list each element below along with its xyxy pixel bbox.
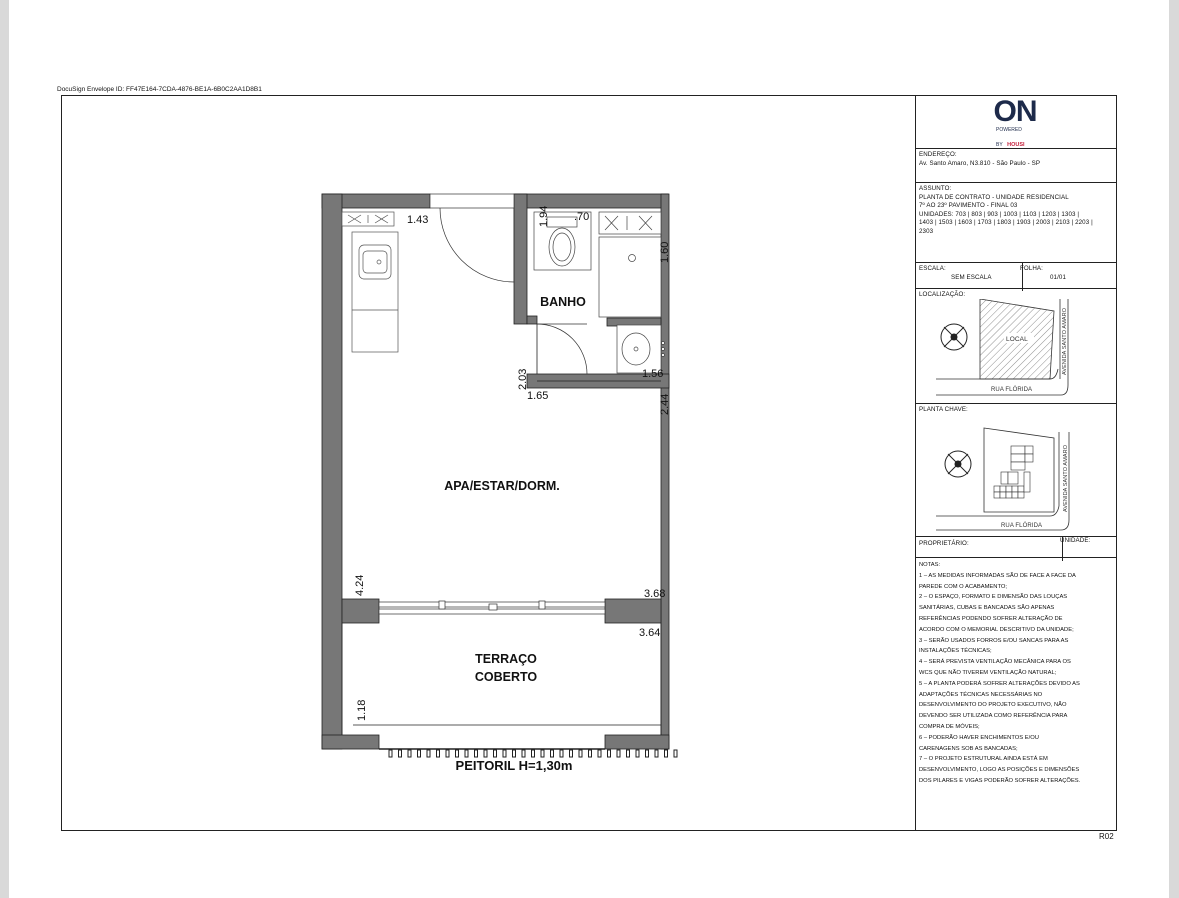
svg-text:AVENIDA SANTO AMARO: AVENIDA SANTO AMARO [1063,444,1069,512]
railing-baluster [408,750,411,757]
railing [379,749,677,757]
north-arrow-icon [941,324,967,350]
escala-folha-block: ESCALA: SEM ESCALA FOLHA: 01/01 [916,263,1117,289]
document-sheet [9,0,1169,898]
railing-baluster [570,750,573,757]
logo-block [916,95,1117,149]
endereco-block: ENDEREÇO: Av. Santo Amaro, N3.810 - São Paulo - SP [916,149,1117,183]
railing-baluster [589,750,592,757]
railing-baluster [503,750,506,757]
floor-plan [309,185,689,780]
terrace-sliding-door [379,601,605,614]
railing-baluster [446,750,449,757]
key-plan-map [916,416,1116,536]
railing-baluster [456,750,459,757]
room-banho: BANHO [540,295,586,309]
railing-baluster [617,750,620,757]
svg-text:1.43: 1.43 [407,214,429,226]
av-santo-amaro-label: AVENIDA SANTO AMARO [1062,307,1068,375]
railing-baluster [437,750,440,757]
svg-text:3.68: 3.68 [644,588,666,600]
room-terraco-2: COBERTO [474,670,538,684]
svg-text:1.94: 1.94 [538,205,550,227]
railing-baluster [389,750,392,757]
svg-text:.70: .70 [574,211,590,223]
local-text: LOCAL [1006,336,1028,343]
logo-on: ON [993,95,1037,128]
railing-baluster [560,750,563,757]
svg-text:3.64: 3.64 [639,627,661,639]
railing-baluster [475,750,478,757]
railing-baluster [418,750,421,757]
logo-sub: POWERED BY HOUSI [996,127,1025,148]
svg-text:2.44: 2.44 [659,393,671,415]
localizacao-block: LOCALIZAÇÃO: LOCAL RUA FLÓRIDA AVENIDA SANTO AMARO [916,289,1117,404]
svg-text:2.03: 2.03 [517,368,529,390]
railing-baluster [579,750,582,757]
svg-text:1.60: 1.60 [659,241,671,263]
notas-block: NOTAS: 1 – AS MEDIDAS INFORMADAS SÃO DE FACE A FACE DA PAREDE COM O ACABAMENTO; 2 – O ESPAÇO, FORMATO E DIMENSÃO DAS LOUÇAS SANITÁRIAS, CUBAS E BANCADAS SÃO APENAS REFERÊNCIAS PODENDO SOFRER ALTERAÇÃO DE ACORDO COM O MEMORIAL DESCRITIVO DA UNIDADE; 3 – SERÃO USADOS FORROS E/OU SANCAS PARA AS INSTALAÇÕES TÉCNICAS; 4 – SERÁ PREVISTA VENTILAÇÃO MECÂNICA PARA OS WCS QUE NÃO TIVEREM VENTILAÇÃO NATURAL; 5 – A PLANTA PODERÁ SOFRER ALTERAÇÕES DEVIDO AS ADAPTAÇÕES TÉCNICAS NECESSÁRIAS NO DESENVOLVIMENTO DO PROJETO EXECUTIVO, NÃO DEVENDO SER UTILIZADA COMO REFERÊNCIA PARA COMPRA DE MÓVEIS; 6 – PODERÃO HAVER ENCHIMENTOS E/OU CARENAGENS SOB AS BANCADAS; 7 – O PROJETO ESTRUTURAL AINDA ESTÁ EM DESENVOLVIMENTO, LOGO AS POSIÇÕES E DIMENSÕES DOS PILARES E VIGAS PODERÃO SOFRER ALTERAÇÕES. [919,562,1081,784]
railing-baluster [627,750,630,757]
room-terraco: TERRAÇO [475,652,537,666]
railing-baluster [427,750,430,757]
planta-chave-block: PLANTA CHAVE: RUA FLÓRIDA AVENIDA SANTO AMARO [916,404,1117,537]
railing-baluster [646,750,649,757]
svg-text:1.18: 1.18 [356,699,368,721]
railing-baluster [598,750,601,757]
railing-baluster [494,750,497,757]
north-arrow-icon-2 [945,451,971,477]
entrance-door [430,194,514,282]
railing-baluster [674,750,677,757]
railing-baluster [541,750,544,757]
assunto-block: ASSUNTO: PLANTA DE CONTRATO - UNIDADE RESIDENCIAL 7º AO 23º PAVIMENTO - FINAL 03 UNIDADES: 703 | 803 | 903 | 1003 | 1103 | 1203 | 1303 | 1403 | 1503 | 1603 | 1703 | 1803 | 1903 | 2003 | 2103 | 2203 | 2303 [916,183,1117,263]
railing-baluster [608,750,611,757]
railing-baluster [655,750,658,757]
svg-text:1.56: 1.56 [642,368,664,380]
railing-baluster [532,750,535,757]
proprietario-block: PROPRIETÁRIO: UNIDADE: [916,537,1117,558]
title-block [915,95,1117,831]
revision-label: R02 [1099,832,1114,841]
svg-text:1.65: 1.65 [527,390,549,402]
railing-baluster [636,750,639,757]
rua-florida-label: RUA FLÓRIDA [991,387,1033,393]
railing-baluster [465,750,468,757]
railing-baluster [665,750,668,757]
railing-baluster [551,750,554,757]
railing-baluster [484,750,487,757]
svg-text:RUA FLÓRIDA: RUA FLÓRIDA [1001,523,1043,529]
railing-baluster [399,750,402,757]
peitoril-label: PEITORIL H=1,30m [455,758,573,773]
svg-text:4.24: 4.24 [354,574,366,596]
bathroom-door [537,324,587,374]
envelope-id: DocuSign Envelope ID: FF47E164-7CDA-4876-BE1A-6B0C2AA1D8B1 [57,86,262,93]
railing-baluster [513,750,516,757]
railing-baluster [522,750,525,757]
room-apa: APA/ESTAR/DORM. [444,479,560,493]
location-map [916,299,1116,404]
